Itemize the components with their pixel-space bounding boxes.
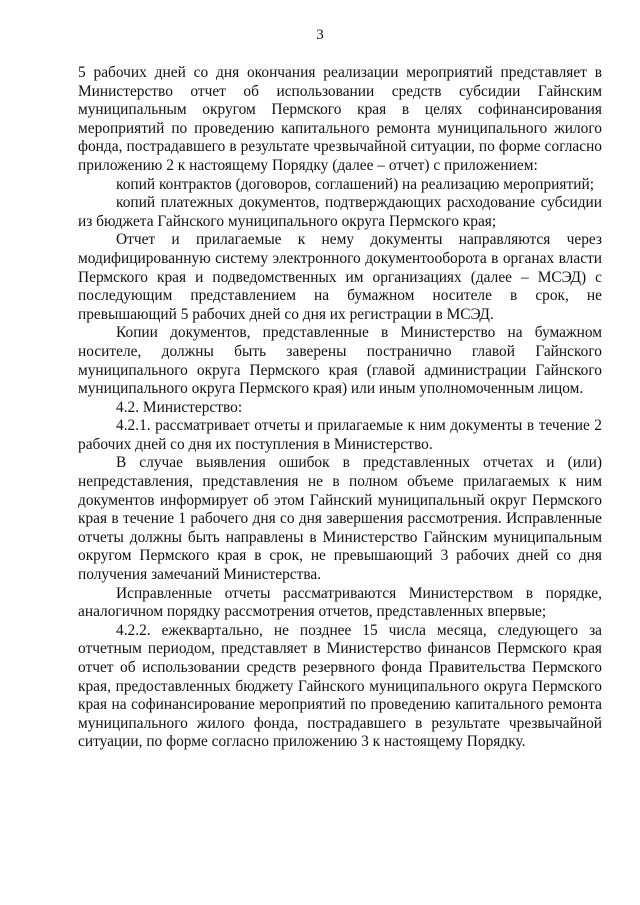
paragraph-payment-copies: копий платежных документов, подтверждающих расходование субсидии из бюджета Гайнского муниципального округа Пермского края; xyxy=(78,194,602,230)
paragraph-4-2-2: 4.2.2. ежеквартально, не позднее 15 числа месяца, следующего за отчетным периодом, представляет в Министерство финансов Пермского края отчет об использовании средств резервного фонда Правительства Пермского края, предоставленных бюджету Гайнского муниципального округа Пермского края на софинансирование мероприятий по проведению капитального ремонта муниципального жилого фонда, пострадавшего в результате чрезвычайной ситуации, по форме согласно приложению 3 к настоящему Порядку. xyxy=(78,621,602,751)
paragraph-ministry-heading: 4.2. Министерство: xyxy=(116,398,243,416)
paragraph-error-handling: В случае выявления ошибок в представленных отчетах и (или) непредставления, представления не в полном объеме прилагаемых к ним документов информирует об этом Гайнский муниципальный округ Пермского края в течение 1 рабочего дня со дня завершения рассмотрения. Исправленные отчеты должны быть направлены в Министерство Гайнским муниципальным округом Пермского края в срок, не превышающий 3 рабочих дней со дня получения замечаний Министерства. xyxy=(78,454,602,584)
paragraph-4-2-1: 4.2.1. рассматривает отчеты и прилагаемые к ним документы в течение 2 рабочих дней со дня их поступления в Министерство. xyxy=(78,417,602,453)
paragraph-document-certification: Копии документов, представленные в Министерство на бумажном носителе, должны быть заверены постранично главой Гайнского муниципального округа Пермского края (главой администрации Гайнского муниципального округа Пермского края) или иным уполномоченным лицом. xyxy=(78,324,602,398)
paragraph-msed-submission: Отчет и прилагаемые к нему документы направляются через модифицированную систему электронного документооборота в органах власти Пермского края и подведомственных им организациях (далее – МСЭД) с последующим представлением на бумажном носителе в срок, не превышающий 5 рабочих дней со дня их регистрации в МСЭД. xyxy=(78,231,602,323)
paragraph-contract-copies: копий контрактов (договоров, соглашений) на реализацию мероприятий; xyxy=(116,175,594,193)
document-body xyxy=(78,64,602,752)
page-number: 3 xyxy=(316,27,324,43)
paragraph-report-submission: 5 рабочих дней со дня окончания реализации мероприятий представляет в Министерство отчет об использовании средств субсидии Гайнским муниципальным округом Пермского края в целях софинансирования мероприятий по проведению капитального ремонта муниципального жилого фонда, пострадавшего в результате чрезвычайной ситуации, по форме согласно приложению 2 к настоящему Порядку (далее – отчет) с приложением: xyxy=(78,64,602,174)
paragraph-corrected-reports: Исправленные отчеты рассматриваются Министерством в порядке, аналогичном порядку рассмотрения отчетов, представленных впервые; xyxy=(78,584,602,621)
